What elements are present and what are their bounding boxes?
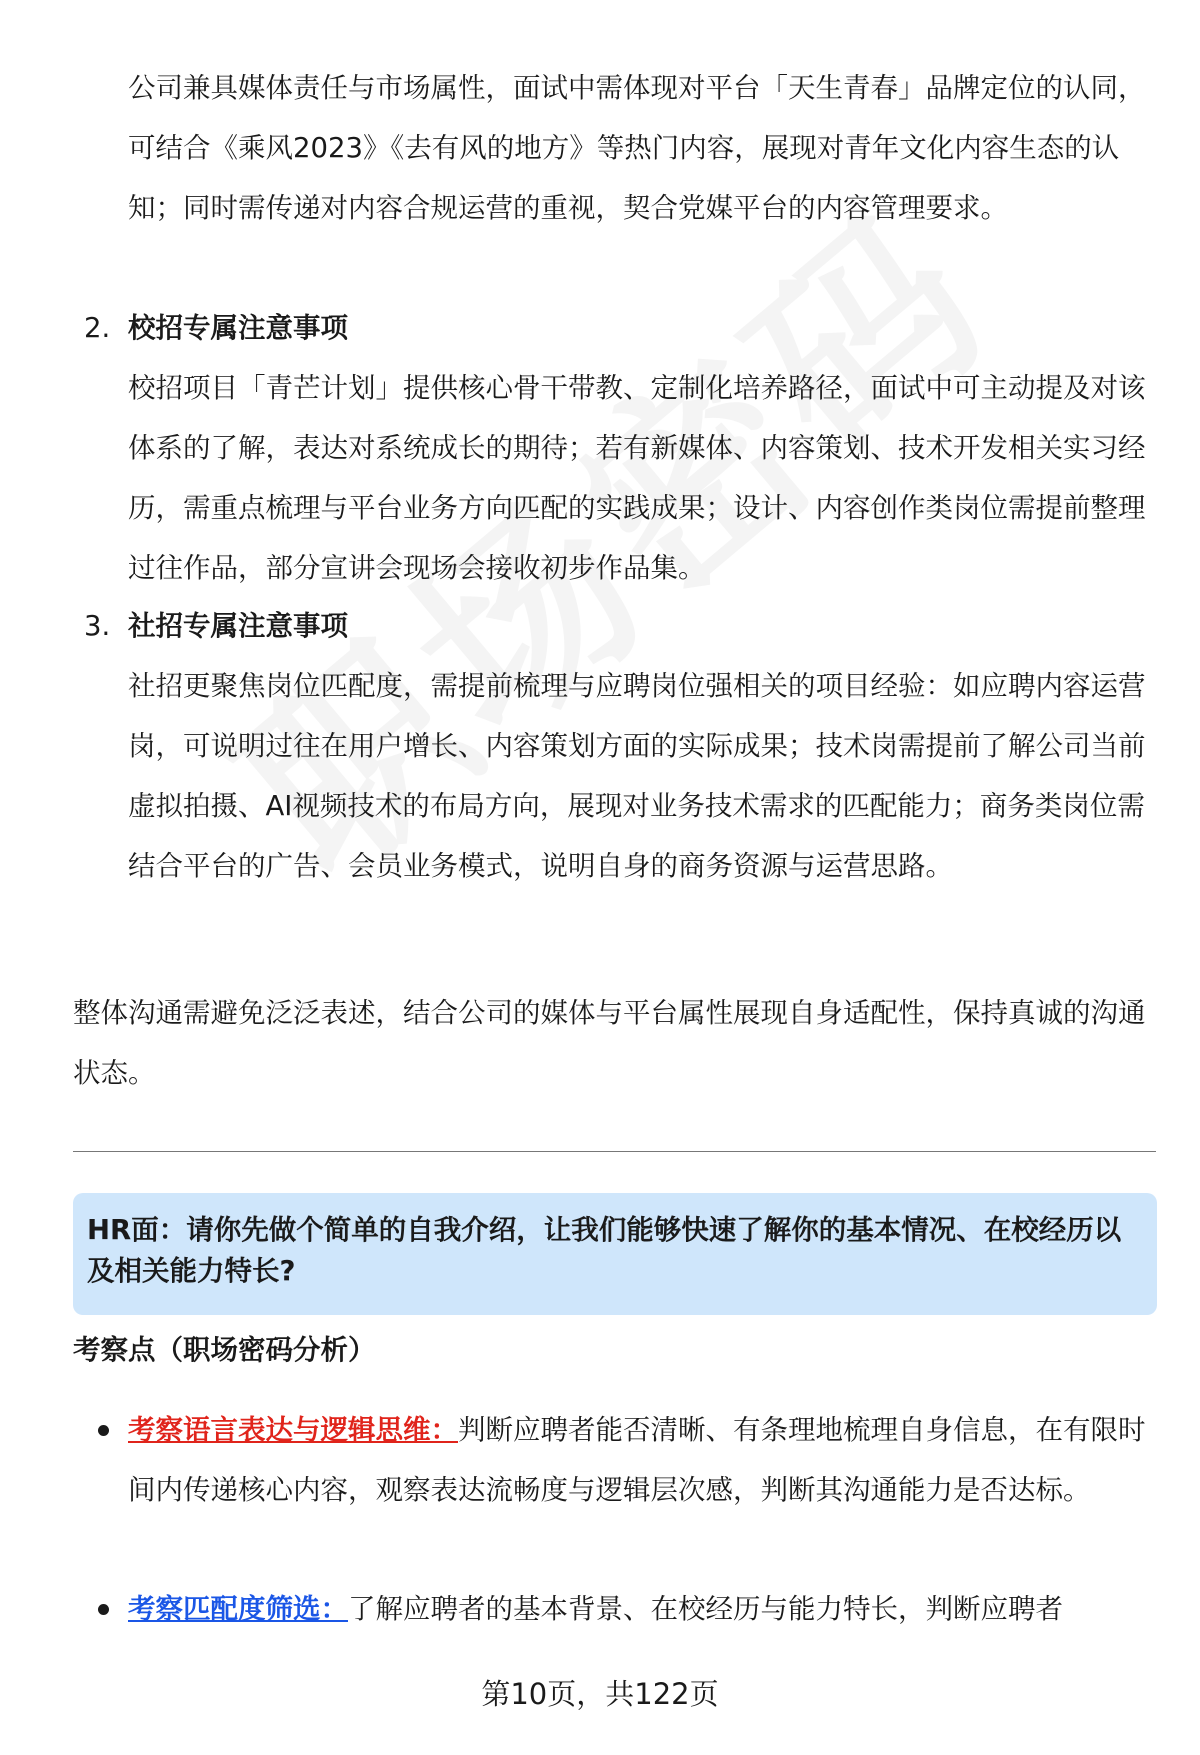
- item-title: 校招专属注意事项: [128, 312, 348, 344]
- numbered-item-heading: [84, 298, 348, 358]
- bullet-dot: [98, 1604, 109, 1615]
- question-box: [73, 1193, 1157, 1315]
- summary-paragraph: 整体沟通需避免泛泛表述，结合公司的媒体与平台属性展现自身适配性，保持真诚的沟通状态。: [73, 997, 1146, 1089]
- bullet-item: [128, 1400, 1158, 1520]
- section-divider: [73, 1151, 1156, 1152]
- numbered-item-body-block: [128, 656, 1158, 896]
- item-number: 2.: [84, 312, 111, 344]
- item-title: 社招专属注意事项: [128, 610, 348, 642]
- intro-paragraph: 公司兼具媒体责任与市场属性，面试中需体现对平台「天生青春」品牌定位的认同，可结合《乘风2023》《去有风的地方》等热门内容，展现对青年文化内容生态的认知；同时需传递对内容合规运营的重视，契合党媒平台的内容管理要求。: [128, 72, 1146, 224]
- numbered-item-body-block: [128, 358, 1158, 598]
- bullet-dot: [98, 1425, 109, 1436]
- bullet-item: [128, 1579, 1158, 1639]
- bullet-highlight-link[interactable]: 考察语言表达与逻辑思维：: [128, 1414, 458, 1446]
- item-body: 社招更聚焦岗位匹配度，需提前梳理与应聘岗位强相关的项目经验：如应聘内容运营岗，可说明过往在用户增长、内容策划方面的实际成果；技术岗需提前了解公司当前虚拟拍摄、AI视频技术的布局方向，展现对业务技术需求的匹配能力；商务类岗位需结合平台的广告、会员业务模式，说明自身的商务资源与运营思路。: [128, 670, 1146, 882]
- question-text: HR面：请你先做个简单的自我介绍，让我们能够快速了解你的基本情况、在校经历以及相关能力特长?: [87, 1214, 1122, 1287]
- intro-paragraph-block: [128, 58, 1158, 238]
- numbered-item-heading: [84, 596, 348, 656]
- page-footer: 第10页，共122页: [481, 1677, 719, 1711]
- bullet-highlight-link[interactable]: 考察匹配度筛选：: [128, 1593, 348, 1625]
- item-number: 3.: [84, 610, 111, 642]
- bullet-text: 了解应聘者的基本背景、在校经历与能力特长，判断应聘者: [348, 1593, 1063, 1625]
- item-body: 校招项目「青芒计划」提供核心骨干带教、定制化培养路径，面试中可主动提及对该体系的了解，表达对系统成长的期待；若有新媒体、内容策划、技术开发相关实习经历，需重点梳理与平台业务方向匹配的实践成果；设计、内容创作类岗位需提前整理过往作品，部分宣讲会现场会接收初步作品集。: [128, 372, 1146, 584]
- section-heading: 考察点（职场密码分析）: [73, 1334, 376, 1366]
- bullet-text: 判断应聘者能否清晰、有条理地梳理自身信息，在有限时间内传递核心内容，观察表达流畅度与逻辑层次感，判断其沟通能力是否达标。: [128, 1414, 1146, 1506]
- summary-paragraph-block: [73, 983, 1158, 1103]
